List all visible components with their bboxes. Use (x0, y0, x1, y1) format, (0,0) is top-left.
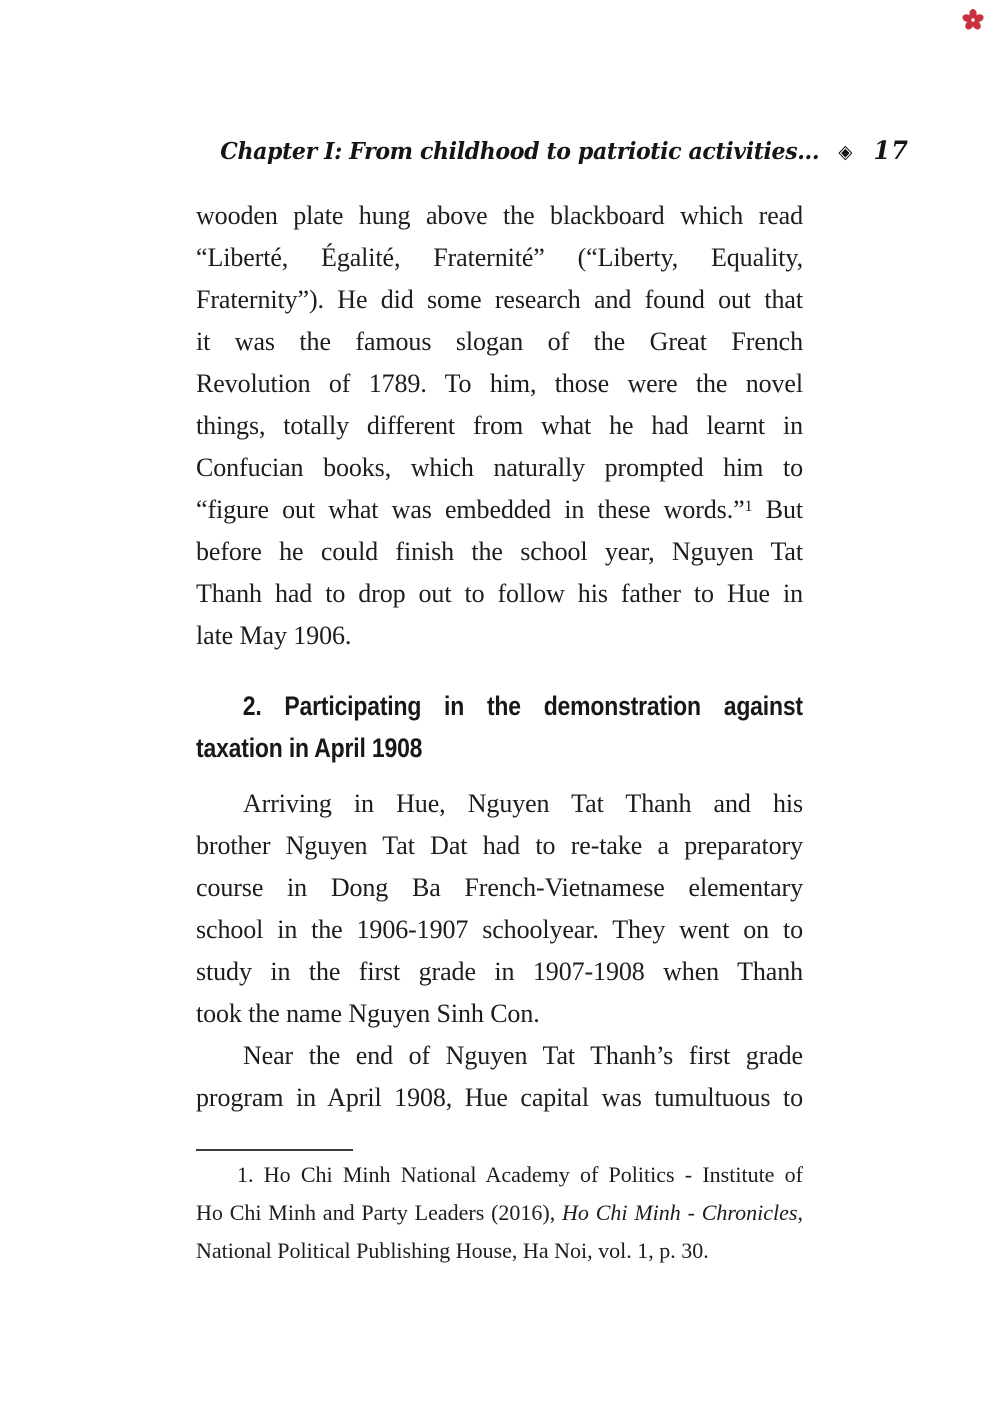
flower-icon (961, 8, 985, 32)
text-line: “figure out what was embedded in these words.”$^1$ But (196, 495, 803, 524)
text-line: Fraternity”). He did some research and found out that (196, 285, 803, 314)
text-line: 2. Participating in the demonstration against (242, 691, 803, 721)
text-line: things, totally different from what he had learnt in (196, 411, 803, 440)
text-line: brother Nguyen Tat Dat had to re-take a preparatory (196, 831, 803, 860)
text-line: took the name Nguyen Sinh Con. (196, 999, 540, 1028)
text-line: “Liberté, Égalité, Fraternité” (“Liberty, Equality, (196, 243, 803, 272)
footnote (196, 1156, 803, 1270)
text-line: Thanh had to drop out to follow his father to Hue in (196, 579, 803, 608)
text-line: Arriving in Hue, Nguyen Tat Thanh and his (243, 789, 803, 818)
chapter-title: Chapter I: From childhood to patriotic activities... (220, 138, 820, 165)
paragraph (196, 1035, 803, 1119)
text-line: Revolution of 1789. To him, those were the novel (196, 369, 803, 398)
text-line: Confucian books, which naturally prompted him to (196, 453, 803, 482)
text-line: wooden plate hung above the blackboard which read (196, 201, 803, 230)
text-line: course in Dong Ba French-Vietnamese elementary (196, 873, 803, 902)
text-line: 1. Ho Chi Minh National Academy of Politics - Institute of (237, 1162, 803, 1187)
paragraph-continued (196, 195, 803, 657)
diamond-icon: ◈ (838, 141, 853, 163)
text-line: National Political Publishing House, Ha Noi, vol. 1, p. 30. (196, 1238, 709, 1263)
text-line: study in the first grade in 1907-1908 when Thanh (196, 957, 803, 986)
footnote-divider (196, 1149, 353, 1151)
paragraph (196, 783, 803, 1035)
page-number: 17 (873, 136, 909, 165)
section-heading (196, 685, 910, 769)
page-header (220, 136, 909, 165)
text-line: Ho Chi Minh and Party Leaders (2016), Ho Chi Minh - Chronicles, (196, 1200, 803, 1225)
text-line: before he could finish the school year, Nguyen Tat (196, 537, 803, 566)
text-line: it was the famous slogan of the Great French (196, 327, 803, 356)
text-line: late May 1906. (196, 621, 352, 650)
text-line: program in April 1908, Hue capital was tumultuous to (196, 1083, 803, 1112)
text-line: taxation in April 1908 (196, 733, 423, 763)
text-line: school in the 1906-1907 schoolyear. They went on to (196, 915, 803, 944)
text-line: Near the end of Nguyen Tat Thanh’s first grade (243, 1041, 803, 1070)
